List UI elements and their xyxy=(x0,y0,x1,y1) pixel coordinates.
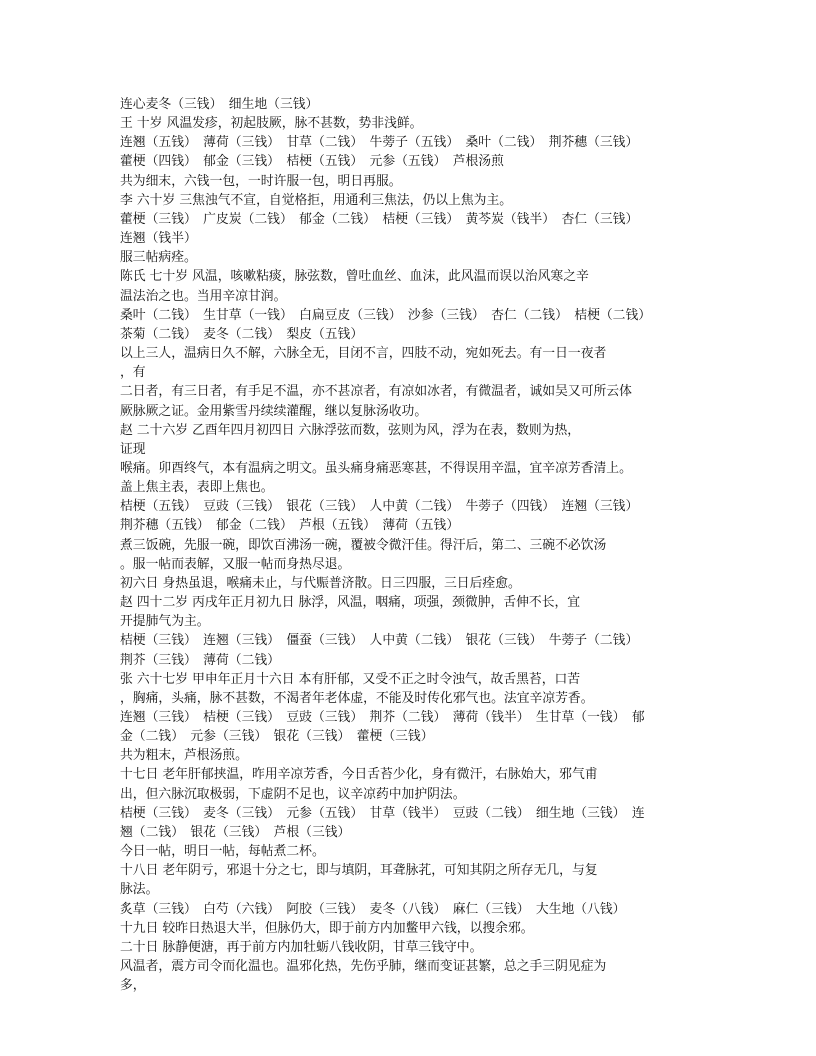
text-line: 喉痛。卯酉终气，本有温病之明文。虽头痛身痛恶寒甚，不得误用辛温，宜辛凉芳香清上。 xyxy=(120,460,632,476)
text-line: 张 六十七岁 甲申年正月十六日 本有肝郁，又受不正之时令浊气，故舌黑苔，口苦 xyxy=(120,671,581,687)
text-line: 脉法。 xyxy=(120,882,159,898)
text-line: 藿梗（四钱） 郁金（三钱） 桔梗（五钱） 元参（五钱） 芦根汤煎 xyxy=(120,154,504,170)
text-line: 金（二钱） 元参（三钱） 银花（三钱） 藿梗（三钱） xyxy=(120,729,434,745)
text-line: 今日一帖，明日一帖，每帖煮二杯。 xyxy=(120,844,325,860)
text-line: 翘（二钱） 银花（三钱） 芦根（三钱） xyxy=(120,824,351,840)
text-line: 李 六十岁 三焦浊气不宣，自觉格拒，用通利三焦法，仍以上焦为主。 xyxy=(120,192,513,208)
text-line: 证现 xyxy=(120,441,146,457)
text-line: ，有 xyxy=(120,365,146,381)
text-line: 连翘（钱半） xyxy=(120,231,197,247)
text-line: 初六日 身热虽退，喉痛未止，与代赈普济散。日三四服，三日后痊愈。 xyxy=(120,575,521,591)
text-line: 煮三饭碗，先服一碗，即饮百沸汤一碗，覆被令微汗佳。得汗后，第二、三碗不必饮汤 xyxy=(120,537,607,553)
text-line: 二日者，有三日者，有手足不温，亦不甚凉者，有凉如冰者，有微温者，诚如吴又可所云体 xyxy=(120,384,632,400)
text-line: 温法治之也。当用辛凉甘润。 xyxy=(120,288,287,304)
text-line: 赵 二十六岁 乙酉年四月初四日 六脉浮弦而数，弦则为风，浮为在表，数则为热， xyxy=(120,422,581,438)
text-line: 。服一帖而表解，又服一帖而身热尽退。 xyxy=(120,556,351,572)
document-page xyxy=(120,95,700,995)
text-line: 炙草（三钱） 白芍（六钱） 阿胶（三钱） 麦冬（八钱） 麻仁（三钱） 大生地（八钱） xyxy=(120,901,626,917)
text-line: 十九日 较昨日热退大半，但脉仍大，即于前方内加鳖甲六钱，以搜余邪。 xyxy=(120,920,534,936)
text-line: 桔梗（三钱） 麦冬（三钱） 元参（五钱） 甘草（钱半） 豆豉（二钱） 细生地（三钱） 连 xyxy=(120,805,645,821)
text-line: 十八日 老年阴亏，邪退十分之七，即与填阴，耳聋脉芤，可知其阴之所存无几，与复 xyxy=(120,863,598,879)
text-line: 厥脉厥之证。金用紫雪丹续续灌醒，继以复脉汤收功。 xyxy=(120,403,428,419)
text-line: 茶菊（二钱） 麦冬（二钱） 梨皮（五钱） xyxy=(120,326,364,342)
text-line: 共为粗末，芦根汤煎。 xyxy=(120,748,248,764)
text-line: 桔梗（五钱） 豆豉（三钱） 银花（三钱） 人中黄（二钱） 牛蒡子（四钱） 连翘（三钱） xyxy=(120,499,639,515)
text-line: 连心麦冬（三钱） 细生地（三钱） xyxy=(120,97,319,112)
text-line: 开提肺气为主。 xyxy=(120,614,210,630)
text-line: 王 十岁 风温发疹，初起肢厥，脉不甚数，势非浅鲜。 xyxy=(120,116,423,132)
text-line: 共为细末，六钱一包，一时许服一包，明日再服。 xyxy=(120,173,402,189)
text-line: 连翘（五钱） 薄荷（三钱） 甘草（二钱） 牛蒡子（五钱） 桑叶（二钱） 荆芥穗（三钱） xyxy=(120,135,639,151)
text-line: 赵 四十二岁 丙戌年正月初九日 脉浮，风温，咽痛，项强，颈微肿，舌伸不长，宜 xyxy=(120,595,581,611)
text-line: 二十日 脉静便溏，再于前方内加牡蛎八钱收阴，甘草三钱守中。 xyxy=(120,939,483,955)
text-line: 连翘（三钱） 桔梗（三钱） 豆豉（三钱） 荆芥（二钱） 薄荷（钱半） 生甘草（一钱） 郁 xyxy=(120,710,645,725)
text-line: 桑叶（二钱） 生甘草（一钱） 白扁豆皮（三钱） 沙参（三钱） 杏仁（二钱） 桔梗（二钱） xyxy=(120,307,652,323)
text-line: 荆芥（三钱） 薄荷（二钱） xyxy=(120,652,280,668)
text-line: 桔梗（三钱） 连翘（三钱） 僵蚕（三钱） 人中黄（二钱） 银花（三钱） 牛蒡子（二钱） xyxy=(120,633,639,649)
text-line: 多， xyxy=(120,978,146,994)
text-line: 出，但六脉沉取极弱，下虚阴不足也，议辛凉药中加护阴法。 xyxy=(120,786,466,802)
text-line: 十七日 老年肝郁挟温，昨用辛凉芳香，今日舌苔少化，身有微汗，右脉始大，邪气甫 xyxy=(120,767,598,783)
text-line: ，胸痛，头痛，脉不甚数，不渴者年老体虚，不能及时传化邪气也。法宜辛凉芳香。 xyxy=(120,690,594,706)
text-line: 陈氏 七十岁 风温，咳嗽粘痰，脉弦数，曾吐血丝、血沫，此风温而误以治风寒之辛 xyxy=(120,269,589,285)
text-line: 服三帖病痊。 xyxy=(120,250,197,266)
text-line: 盖上焦主表，表即上焦也。 xyxy=(120,480,274,496)
text-line: 以上三人，温病日久不解，六脉全无，目闭不言，四肢不动，宛如死去。有一日一夜者 xyxy=(120,346,607,362)
text-line: 荆芥穗（五钱） 郁金（二钱） 芦根（五钱） 薄荷（五钱） xyxy=(120,518,460,534)
text-line: 风温者，震方司令而化温也。温邪化热，先伤乎肺，继而变证甚繁，总之手三阴见症为 xyxy=(120,959,607,975)
text-line: 藿梗（三钱） 广皮炭（二钱） 郁金（二钱） 桔梗（三钱） 黄芩炭（钱半） 杏仁（三钱） xyxy=(120,211,639,227)
